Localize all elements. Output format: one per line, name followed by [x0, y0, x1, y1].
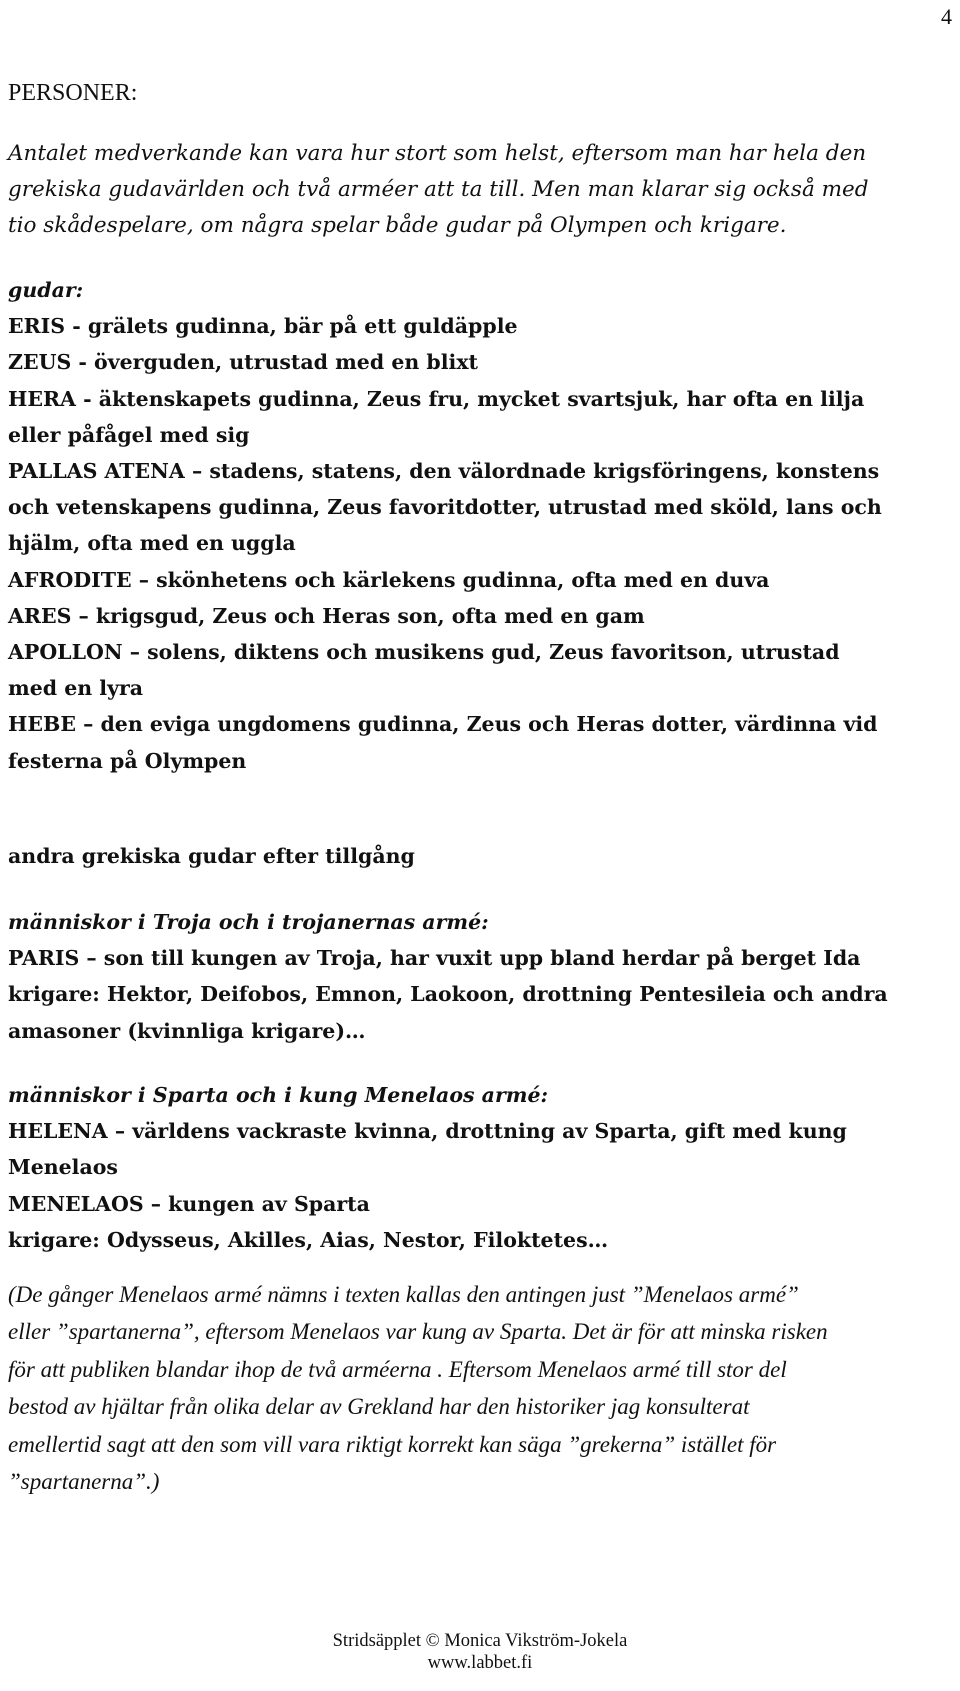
category-label-gods: gudar:: [8, 278, 84, 302]
category-label-troy: människor i Troja och i trojanernas armé:: [8, 910, 489, 934]
cast-line: HELENA – världens vackraste kvinna, drottning av Sparta, gift med kung: [8, 1119, 847, 1144]
intro-line: grekiska gudavärlden och två arméer att ta till. Men man klarar sig också med: [8, 177, 869, 203]
cast-line: hjälm, ofta med en uggla: [8, 531, 296, 556]
note-paragraph: [8, 1276, 948, 1500]
troy-list: [8, 904, 948, 1049]
cast-line: och vetenskapens gudinna, Zeus favoritdotter, utrustad med sköld, lans och: [8, 495, 882, 520]
footer-url: www.labbet.fi: [427, 1653, 533, 1673]
cast-line: amasoner (kvinnliga krigare)…: [8, 1018, 366, 1043]
intro-paragraph: [8, 136, 948, 245]
footer: [0, 1630, 960, 1674]
cast-line: MENELAOS – kungen av Sparta: [8, 1191, 370, 1216]
cast-line: PARIS – son till kungen av Troja, har vuxit upp bland herdar på berget Ida: [8, 946, 861, 971]
section-heading: PERSONER:: [8, 80, 138, 106]
note-line: (De gånger Menelaos armé nämns i texten kallas den antingen just ”Menelaos armé”: [8, 1282, 799, 1307]
sparta-list: [8, 1077, 948, 1258]
cast-line: ERIS - grälets gudinna, bär på ett guldäpple: [8, 314, 518, 339]
other-gods-line: andra grekiska gudar efter tillgång: [8, 844, 415, 868]
cast-line: festerna på Olympen: [8, 748, 247, 773]
cast-line: AFRODITE – skönhetens och kärlekens gudinna, ofta med en duva: [8, 567, 770, 592]
note-line: för att publiken blandar ihop de två arméerna . Eftersom Menelaos armé till stor del: [8, 1356, 787, 1382]
note-line: bestod av hjältar från olika delar av Grekland har den historiker jag konsulterat: [8, 1394, 750, 1420]
cast-line: med en lyra: [8, 676, 144, 701]
cast-line: Menelaos: [8, 1155, 118, 1180]
intro-line: tio skådespelare, om några spelar både gudar på Olympen och krigare.: [8, 213, 787, 239]
note-line: ”spartanerna”.): [8, 1469, 160, 1495]
page-number: 4: [941, 4, 952, 29]
footer-copyright: Stridsäpplet © Monica Vikström-Jokela: [332, 1631, 628, 1651]
cast-line: ZEUS - överguden, utrustad med en blixt: [8, 350, 479, 375]
cast-line: APOLLON – solens, diktens och musikens gud, Zeus favoritson, utrustad: [8, 640, 840, 665]
cast-line: PALLAS ATENA – stadens, statens, den välordnade krigsföringens, konstens: [8, 459, 880, 484]
intro-line: Antalet medverkande kan vara hur stort som helst, eftersom man har hela den: [8, 141, 867, 166]
note-line: eller ”spartanerna”, eftersom Menelaos var kung av Sparta. Det är för att minska risken: [8, 1319, 828, 1345]
note-line: emellertid sagt att den som vill vara riktigt korrekt kan säga ”grekerna” istället för: [8, 1431, 777, 1457]
cast-line: eller påfågel med sig: [8, 422, 250, 447]
cast-line: krigare: Hektor, Deifobos, Emnon, Laokoon, drottning Pentesileia och andra: [8, 982, 888, 1007]
cast-line: ARES – krigsgud, Zeus och Heras son, ofta med en gam: [8, 603, 645, 628]
cast-line: krigare: Odysseus, Akilles, Aias, Nestor, Filoktetes…: [8, 1227, 609, 1252]
cast-line: HERA - äktenskapets gudinna, Zeus fru, mycket svartsjuk, har ofta en lilja: [8, 386, 865, 411]
gods-list: [8, 272, 948, 779]
category-label-sparta: människor i Sparta och i kung Menelaos armé:: [8, 1083, 549, 1107]
other-gods: [8, 838, 948, 874]
cast-line: HEBE – den eviga ungdomens gudinna, Zeus och Heras dotter, värdinna vid: [8, 712, 878, 737]
